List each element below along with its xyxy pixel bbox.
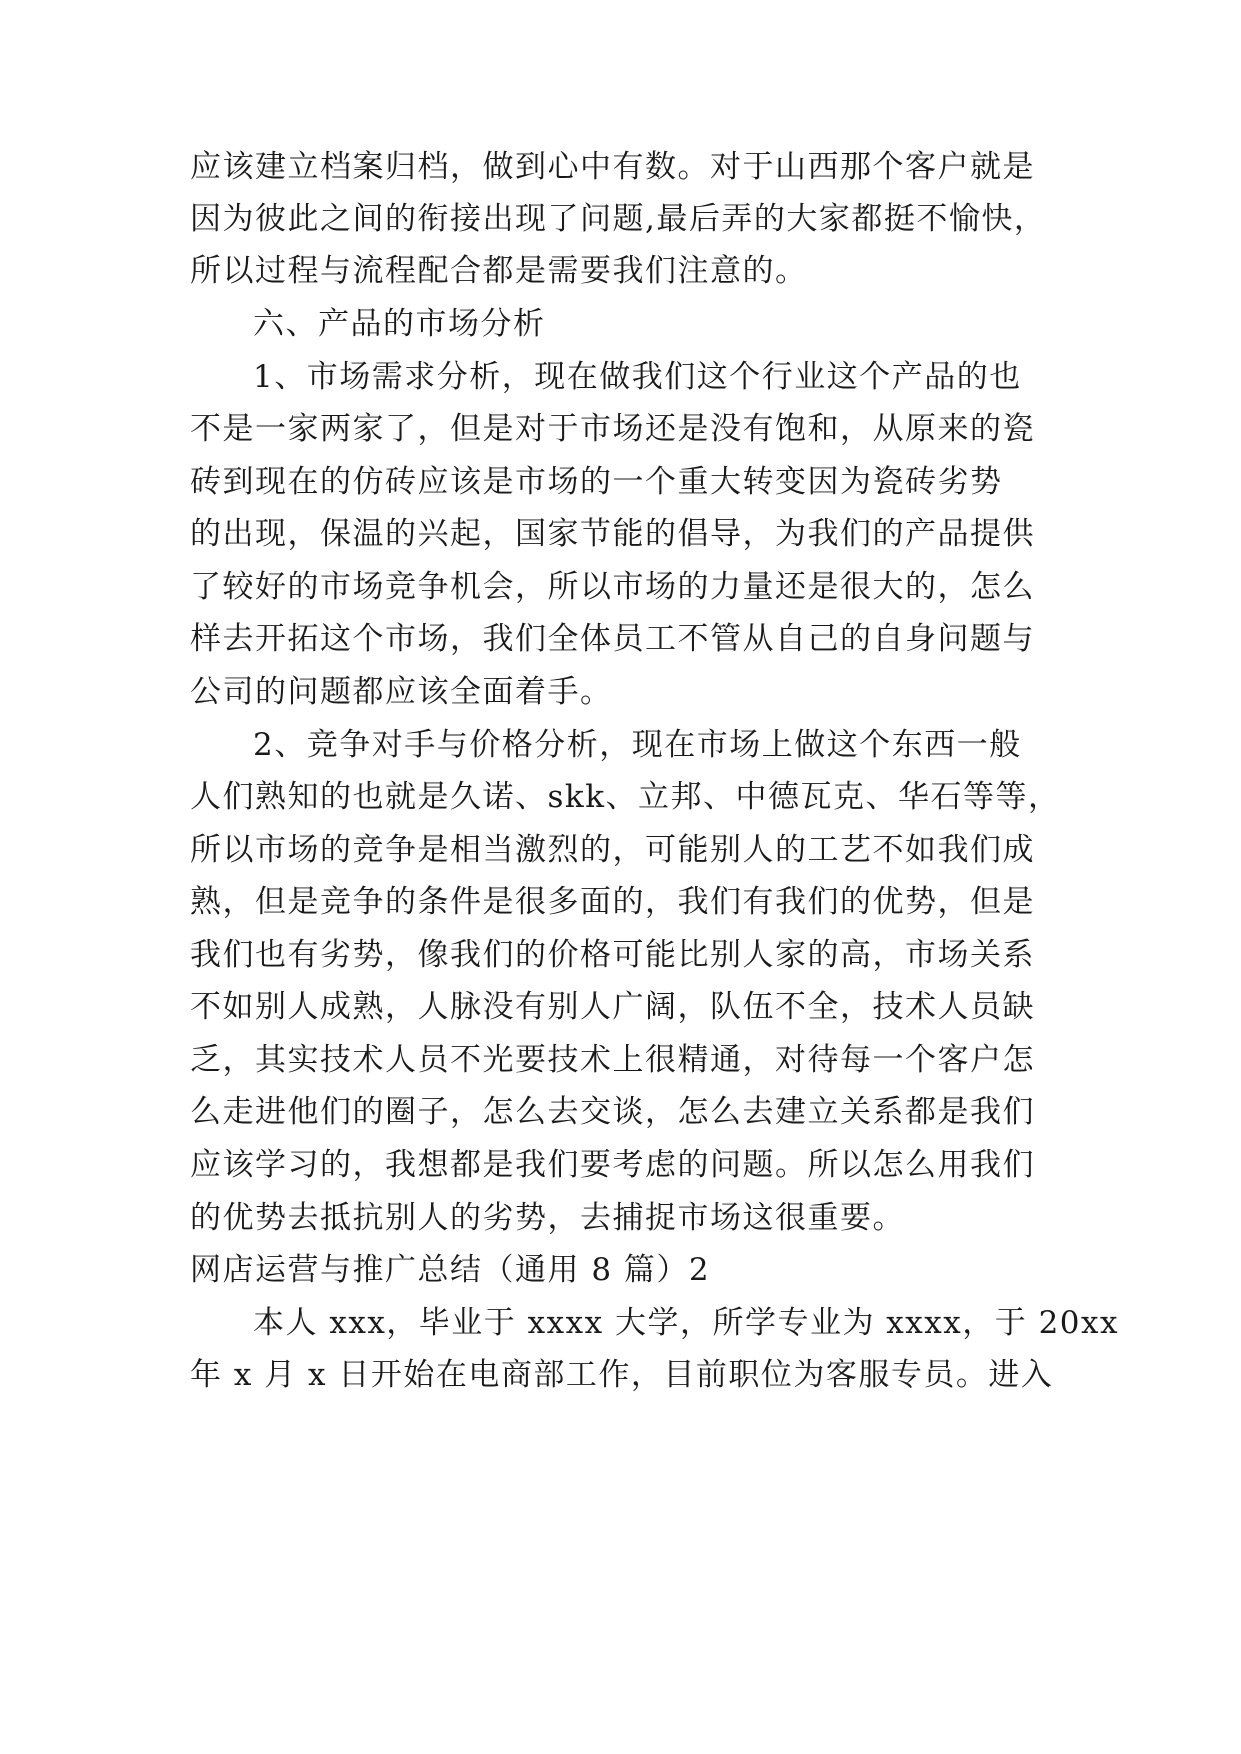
text-line: 应该建立档案归档，做到心中有数。对于山西那个客户就是 (190, 149, 1035, 185)
text-line: 的出现，保温的兴起，国家节能的倡导，为我们的产品提供 (190, 516, 1035, 552)
text-line: 因为彼此之间的衔接出现了问题,最后弄的大家都挺不愉快， (190, 201, 1047, 237)
text-line: 砖到现在的仿砖应该是市场的一个重大转变因为瓷砖劣势 (190, 464, 1003, 500)
text-line: 应该学习的，我想都是我们要考虑的问题。所以怎么用我们 (190, 1147, 1035, 1183)
section-heading: 六、产品的市场分析 (253, 306, 546, 342)
text-line: 所以市场的竞争是相当激烈的，可能别人的工艺不如我们成 (190, 832, 1035, 868)
text-line: 本人 xxx，毕业于 xxxx 大学，所学专业为 xxxx，于 20xx (253, 1305, 1119, 1341)
text-line: 了较好的市场竞争机会，所以市场的力量还是很大的，怎么 (190, 569, 1035, 605)
text-line: 人们熟知的也就是久诺、skk、立邦、中德瓦克、华石等等， (190, 779, 1061, 815)
text-line: 2、竞争对手与价格分析，现在市场上做这个东西一般 (253, 727, 1022, 763)
text-line: 不是一家两家了，但是对于市场还是没有饱和，从原来的瓷 (190, 411, 1035, 447)
text-line: 我们也有劣势，像我们的价格可能比别人家的高，市场关系 (190, 937, 1035, 973)
section-title: 网店运营与推广总结（通用 8 篇）2 (190, 1252, 711, 1288)
text-line: 熟，但是竞争的条件是很多面的，我们有我们的优势，但是 (190, 884, 1035, 920)
text-line: 样去开拓这个市场，我们全体员工不管从自己的自身问题与 (190, 621, 1035, 657)
text-line: 1、市场需求分析，现在做我们这个行业这个产品的也 (253, 359, 1022, 395)
text-line: 不如别人成熟，人脉没有别人广阔，队伍不全，技术人员缺 (190, 989, 1035, 1025)
text-line: 所以过程与流程配合都是需要我们注意的。 (190, 253, 808, 289)
text-line: 年 x 月 x 日开始在电商部工作，目前职位为客服专员。进入 (190, 1357, 1054, 1393)
text-line: 的优势去抵抗别人的劣势，去捕捉市场这很重要。 (190, 1200, 905, 1236)
text-line: 乏，其实技术人员不光要技术上很精通，对待每一个客户怎 (190, 1042, 1035, 1078)
text-line: 公司的问题都应该全面着手。 (190, 674, 613, 710)
text-line: 么走进他们的圈子，怎么去交谈，怎么去建立关系都是我们 (190, 1094, 1035, 1130)
